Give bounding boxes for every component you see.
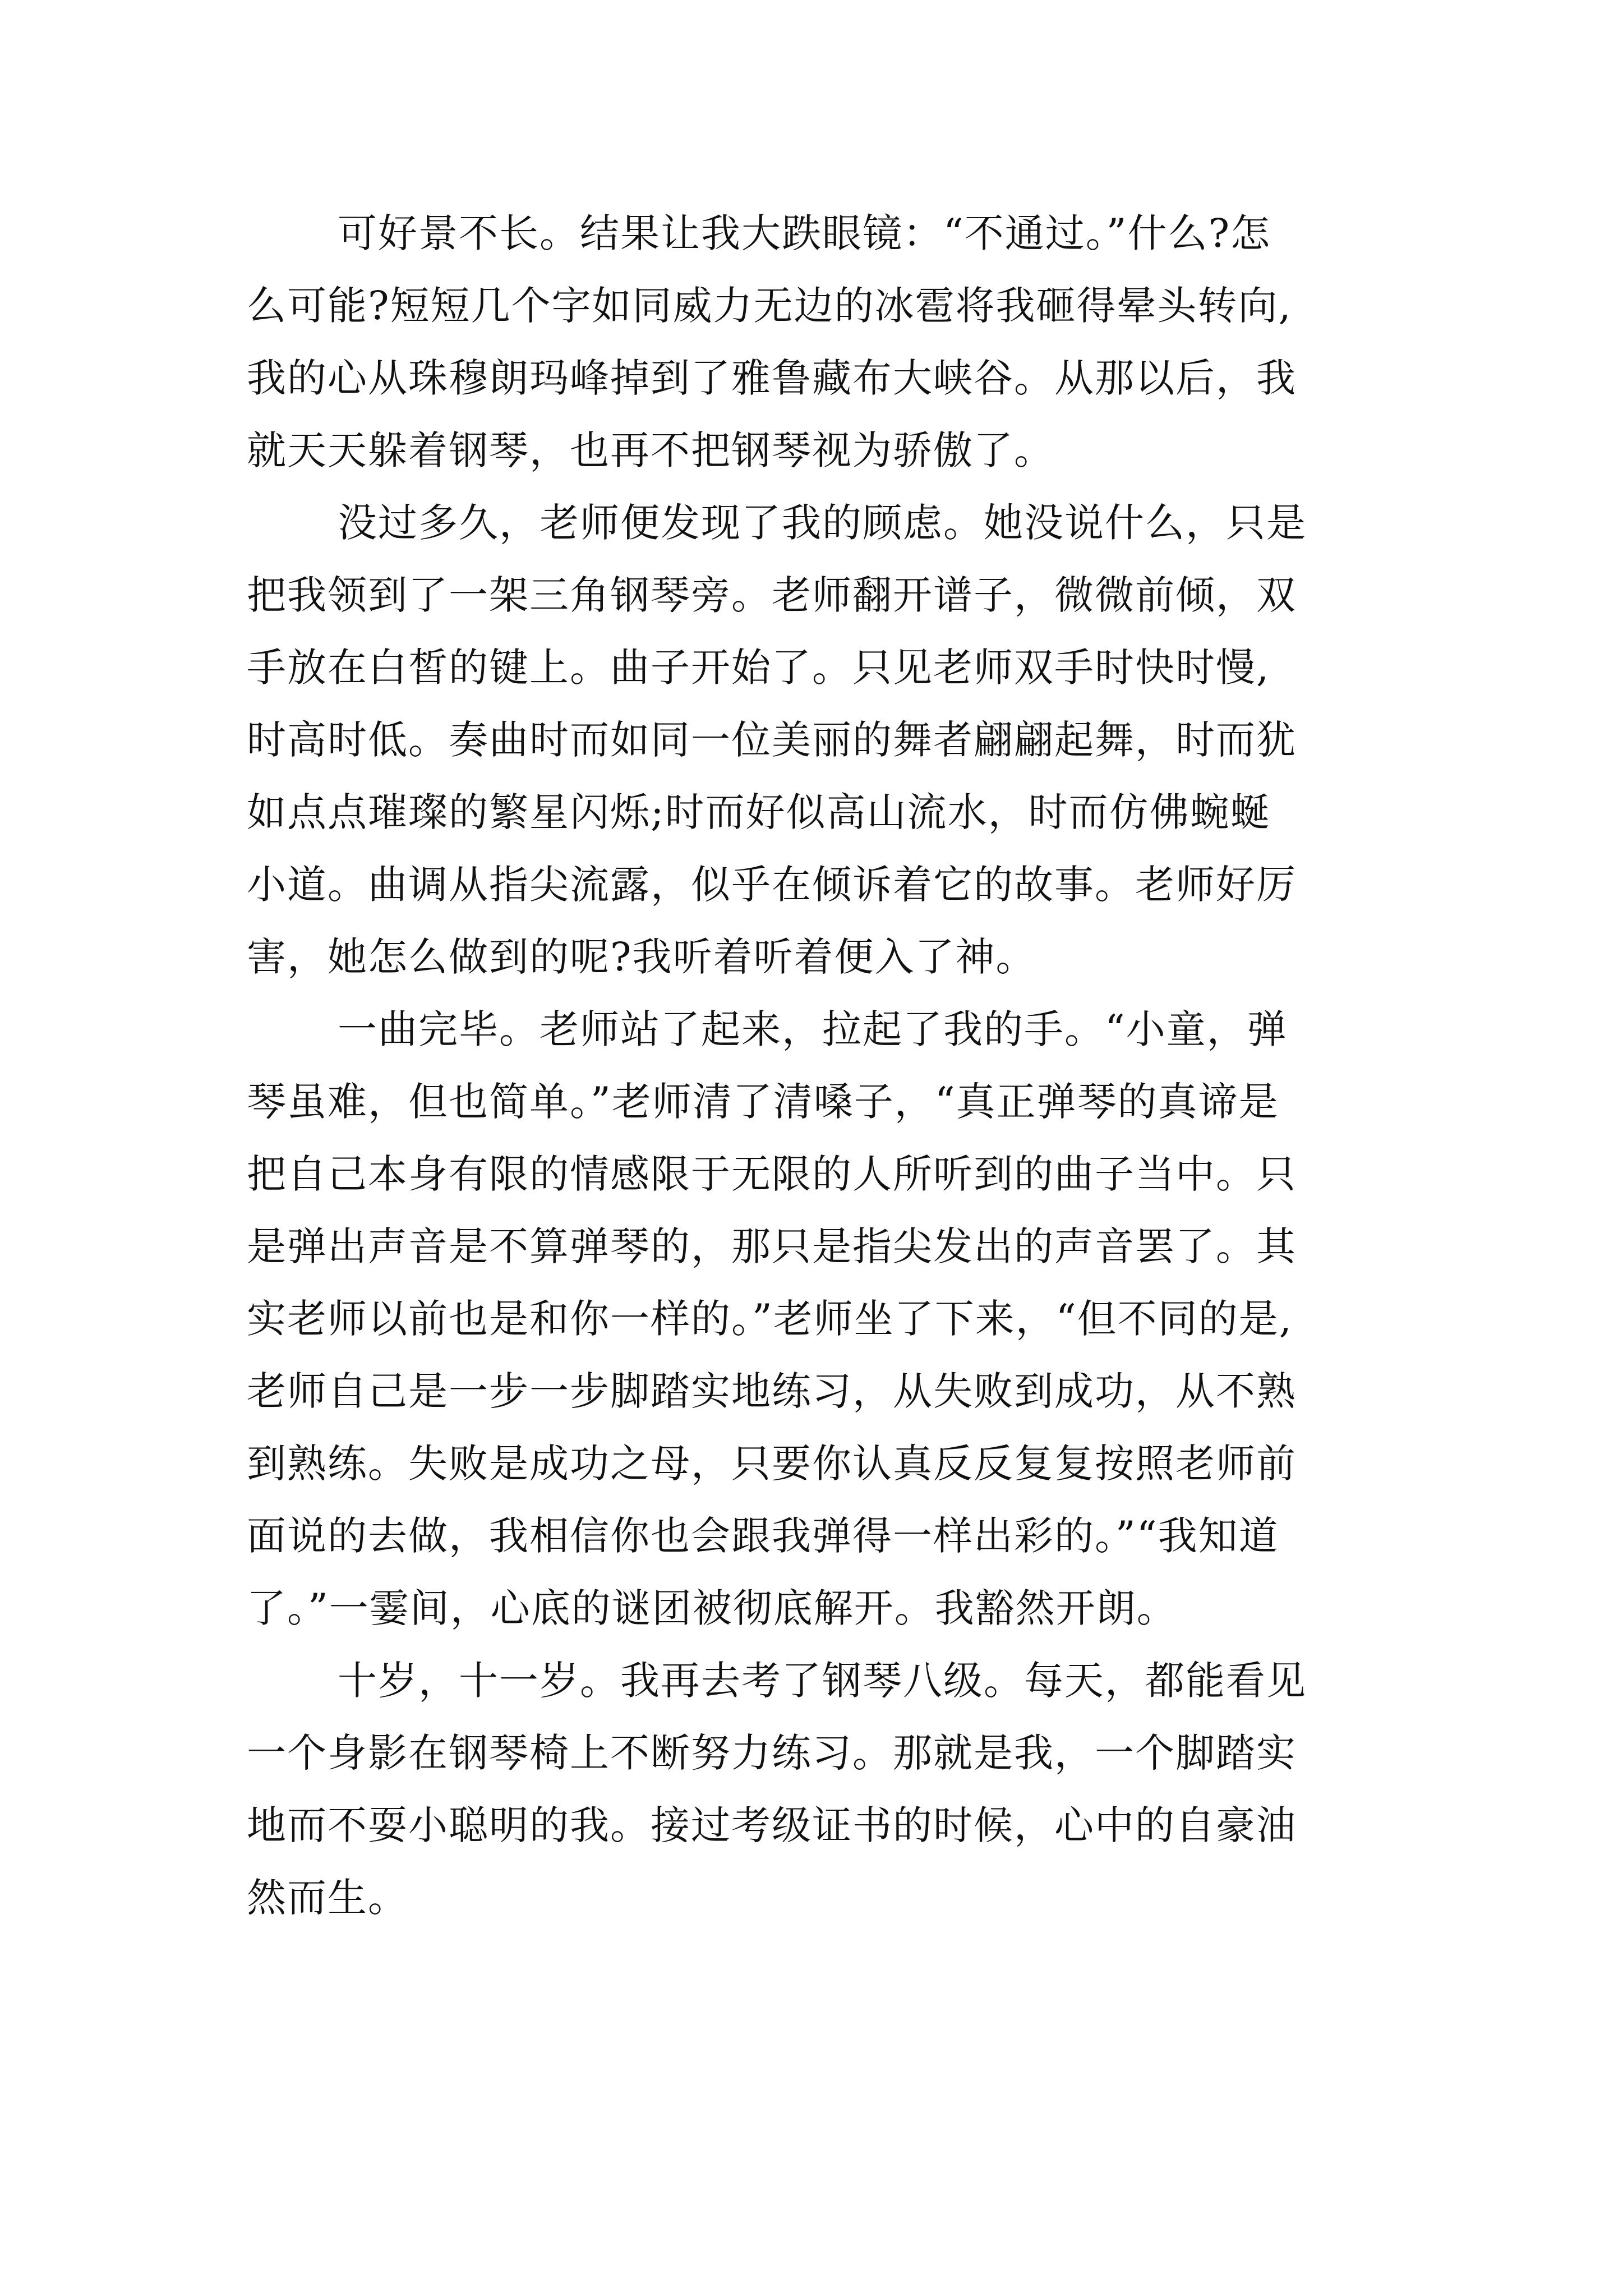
text-line: 如点点璀璨的繁星闪烁;时而好似高山流水，时而仿佛蜿蜒 (247, 789, 1271, 835)
text-line: 可好景不长。结果让我大跌眼镜：“不通过。”什么?怎 (338, 210, 1271, 256)
text-line: 琴虽难，但也简单。”老师清了清嗓子，“真正弹琴的真谛是 (247, 1079, 1279, 1125)
text-line: 我的心从珠穆朗玛峰掉到了雅鲁藏布大峡谷。从那以后，我 (247, 355, 1297, 401)
text-line: 把自己本身有限的情感限于无限的人所听到的曲子当中。只 (247, 1151, 1297, 1197)
text-line: 然而生。 (247, 1875, 408, 1921)
text-line: 没过多久，老师便发现了我的顾虑。她没说什么，只是 (338, 500, 1307, 546)
text-line: 手放在白皙的键上。曲子开始了。只见老师双手时快时慢, (247, 645, 1270, 691)
text-line: 一曲完毕。老师站了起来，拉起了我的手。“小童，弹 (338, 1006, 1288, 1052)
document-page (247, 197, 1391, 1934)
text-line: 么可能?短短几个字如同威力无边的冰雹将我砸得晕头转向, (247, 283, 1292, 329)
text-line: 害，她怎么做到的呢?我听着听着便入了神。 (247, 934, 1036, 980)
paragraph-1 (247, 197, 1391, 487)
paragraph-4 (247, 1645, 1391, 1934)
paragraph-2 (247, 487, 1391, 993)
text-line: 老师自己是一步一步脚踏实地练习，从失败到成功，从不熟 (247, 1368, 1297, 1414)
text-line: 十岁，十一岁。我再去考了钢琴八级。每天，都能看见 (338, 1658, 1307, 1704)
text-line: 地而不耍小聪明的我。接过考级证书的时候，心中的自豪油 (247, 1802, 1297, 1848)
text-line: 面说的去做，我相信你也会跟我弹得一样出彩的。”“我知道 (247, 1513, 1279, 1559)
paragraph-3 (247, 993, 1391, 1645)
text-line: 实老师以前也是和你一样的。”老师坐了下来，“但不同的是, (247, 1296, 1293, 1342)
text-line: 了。”一霎间，心底的谜团被彻底解开。我豁然开朗。 (247, 1585, 1177, 1631)
text-line: 小道。曲调从指尖流露，似乎在倾诉着它的故事。老师好厉 (247, 862, 1297, 908)
text-line: 时高时低。奏曲时而如同一位美丽的舞者翩翩起舞，时而犹 (247, 717, 1297, 763)
text-line: 一个身影在钢琴椅上不断努力练习。那就是我，一个脚踏实 (247, 1730, 1297, 1776)
text-line: 到熟练。失败是成功之母，只要你认真反反复复按照老师前 (247, 1441, 1297, 1487)
text-line: 是弹出声音是不算弹琴的，那只是指尖发出的声音罢了。其 (247, 1223, 1297, 1269)
text-line: 就天天躲着钢琴，也再不把钢琴视为骄傲了。 (247, 427, 1054, 473)
text-line: 把我领到了一架三角钢琴旁。老师翻开谱子，微微前倾，双 (247, 572, 1297, 618)
